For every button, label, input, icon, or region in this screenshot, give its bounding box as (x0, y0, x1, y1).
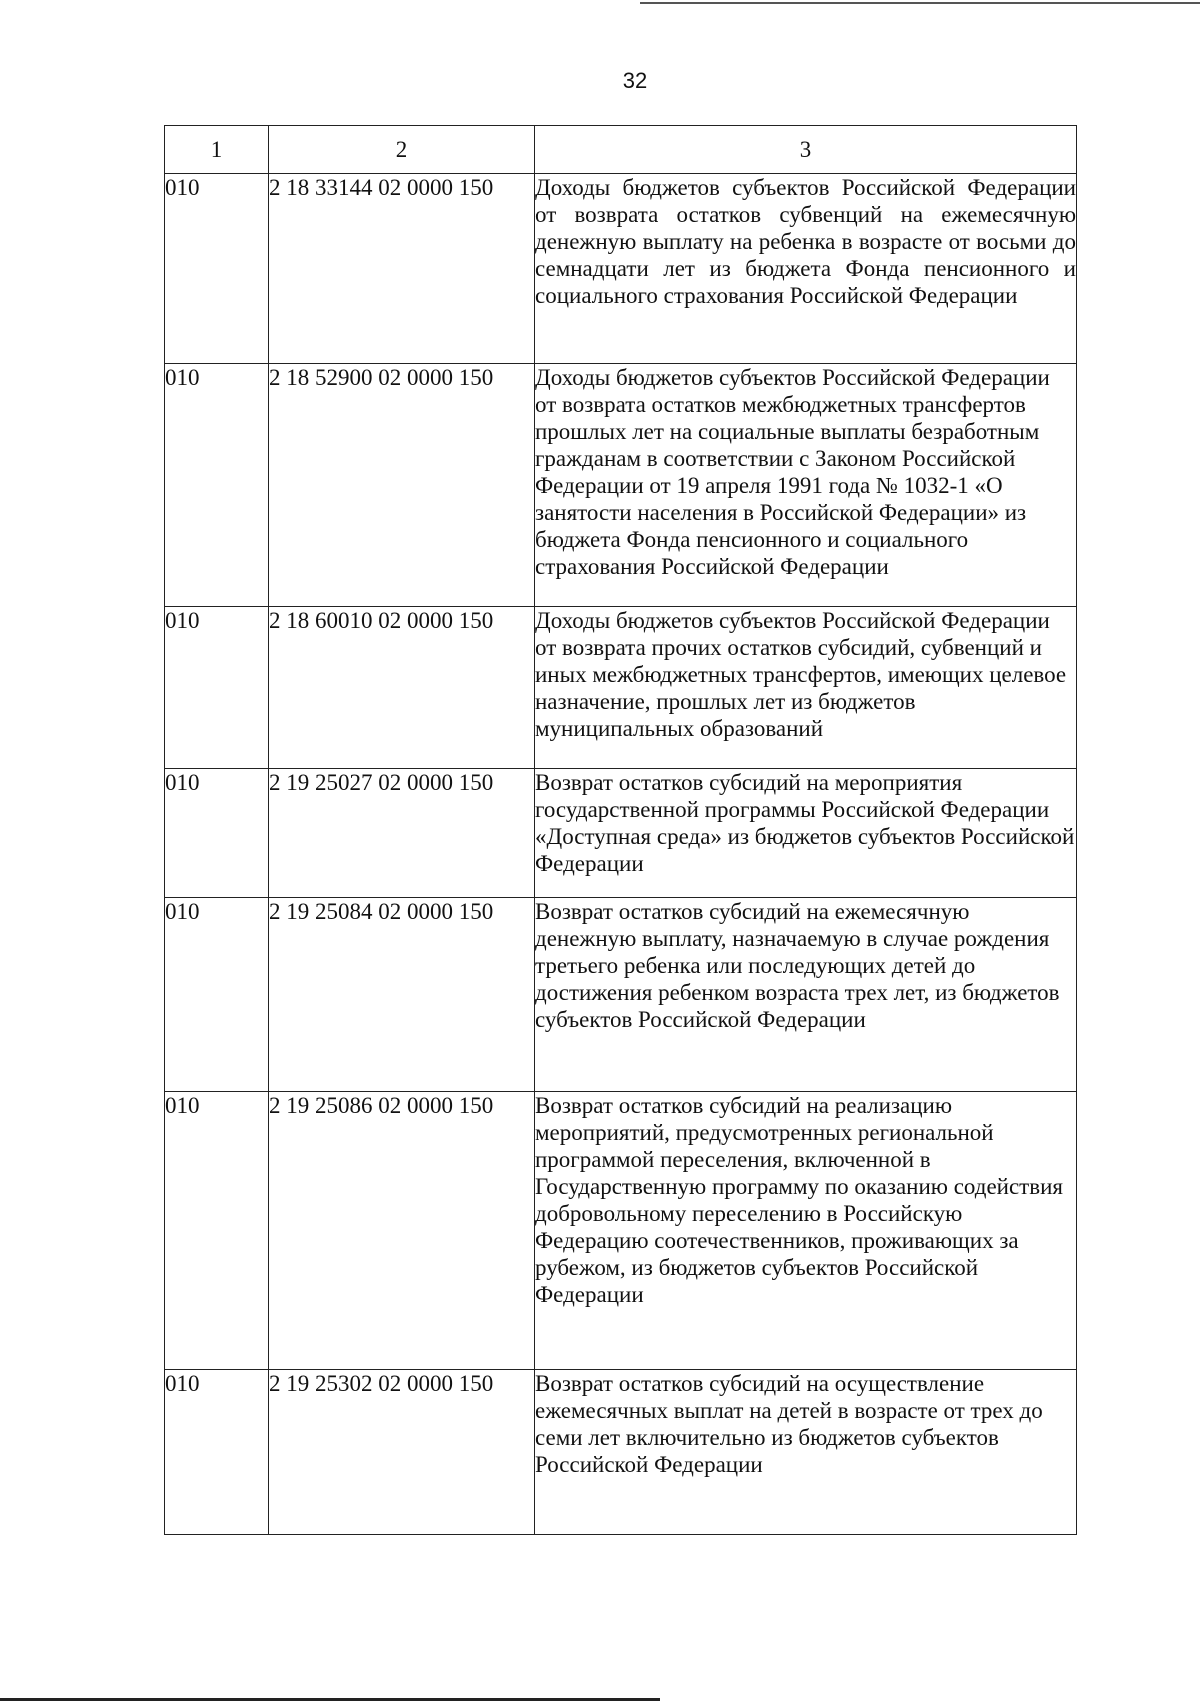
description-cell: Возврат остатков субсидий на ежемесячную денежную выплату, назначаемую в случае рождения третьего ребенка или последующих детей до достижения ребенком возраста трех лет, из бюджетов субъектов Российской Федерации (535, 898, 1077, 1092)
description-cell: Возврат остатков субсидий на реализацию мероприятий, предусмотренных региональной программой переселения, включенной в Государственную программу по оказанию содействия добровольному переселению в Российскую Федерацию соотечественников, проживающих за рубежом, из бюджетов субъектов Российской Федерации (535, 1092, 1077, 1370)
admin-code-cell: 010 (165, 1370, 269, 1535)
table-header-row (165, 126, 1077, 174)
admin-code-cell: 010 (165, 769, 269, 898)
header-col-3: 3 (535, 126, 1077, 174)
budget-codes-table (164, 125, 1077, 1535)
revenue-code-cell: 2 18 33144 02 0000 150 (269, 174, 535, 364)
description-cell: Доходы бюджетов субъектов Российской Федерации от возврата остатков межбюджетных трансфертов прошлых лет на социальные выплаты безработным гражданам в соответствии с Законом Российской Федерации от 19 апреля 1991 года № 1032-1 «О занятости населения в Российской Федерации» из бюджета Фонда пенсионного и социального страхования Российской Федерации (535, 364, 1077, 607)
top-scan-rule (640, 2, 1200, 4)
table-row (165, 898, 1077, 1092)
header-col-1: 1 (165, 126, 269, 174)
description-cell: Доходы бюджетов субъектов Российской Федерации от возврата остатков субвенций на ежемесячную денежную выплату на ребенка в возрасте от восьми до семнадцати лет из бюджета Фонда пенсионного и социального страхования Российской Федерации (535, 174, 1077, 364)
table-row (165, 1092, 1077, 1370)
revenue-code-cell: 2 19 25027 02 0000 150 (269, 769, 535, 898)
table-row (165, 769, 1077, 898)
admin-code-cell: 010 (165, 607, 269, 769)
revenue-code-cell: 2 19 25302 02 0000 150 (269, 1370, 535, 1535)
table-row (165, 1370, 1077, 1535)
admin-code-cell: 010 (165, 898, 269, 1092)
table-row (165, 364, 1077, 607)
admin-code-cell: 010 (165, 1092, 269, 1370)
admin-code-cell: 010 (165, 174, 269, 364)
page-number: 32 (622, 68, 648, 93)
description-cell: Возврат остатков субсидий на мероприятия государственной программы Российской Федерации «Доступная среда» из бюджетов субъектов Российской Федерации (535, 769, 1077, 898)
bottom-scan-rule (0, 1698, 660, 1701)
revenue-code-cell: 2 19 25086 02 0000 150 (269, 1092, 535, 1370)
table-row (165, 174, 1077, 364)
revenue-code-cell: 2 18 52900 02 0000 150 (269, 364, 535, 607)
description-cell: Доходы бюджетов субъектов Российской Федерации от возврата прочих остатков субсидий, субвенций и иных межбюджетных трансфертов, имеющих целевое назначение, прошлых лет из бюджетов муниципальных образований (535, 607, 1077, 769)
admin-code-cell: 010 (165, 364, 269, 607)
header-col-2: 2 (269, 126, 535, 174)
table-row (165, 607, 1077, 769)
revenue-code-cell: 2 19 25084 02 0000 150 (269, 898, 535, 1092)
description-cell: Возврат остатков субсидий на осуществление ежемесячных выплат на детей в возрасте от трех до семи лет включительно из бюджетов субъектов Российской Федерации (535, 1370, 1077, 1535)
revenue-code-cell: 2 18 60010 02 0000 150 (269, 607, 535, 769)
